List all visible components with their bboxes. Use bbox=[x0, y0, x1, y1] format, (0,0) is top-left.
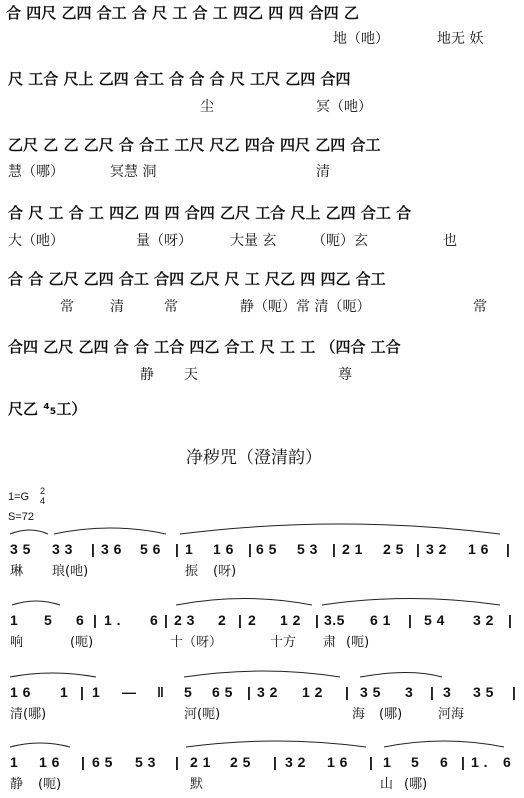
jianpu-lyric-line bbox=[0, 632, 524, 656]
jianpu-lyric: (哪) bbox=[404, 777, 428, 792]
jianpu-note: 1 bbox=[185, 541, 194, 557]
gongche-lyric: 地无 妖 bbox=[437, 31, 484, 47]
gongche-notes: 合 合 乙尺 乙四 合工 合四 乙尺 尺 工 尺乙 四 四乙 合工 bbox=[8, 270, 386, 288]
jianpu-note: 3 bbox=[443, 684, 452, 700]
jianpu-note: | bbox=[369, 754, 374, 770]
jianpu-lyric: 响 bbox=[10, 635, 24, 650]
jianpu-note: 1 6 bbox=[39, 754, 60, 770]
jianpu-lyric: (哪) bbox=[379, 707, 403, 722]
jianpu-note: 2 1 bbox=[190, 754, 211, 770]
gongche-notes: 尺 工合 尺上 乙四 合工 合 合 合 尺 工尺 乙四 合四 bbox=[8, 70, 351, 88]
gongche-lyric: （呃）玄 bbox=[312, 233, 368, 249]
jianpu-note: 6 5 bbox=[92, 754, 113, 770]
gongche-note-line bbox=[0, 134, 524, 158]
jianpu-note: 1 6 bbox=[213, 541, 234, 557]
jianpu-lyric: 清(哪) bbox=[10, 707, 47, 722]
gongche-note-line bbox=[0, 336, 524, 360]
slur bbox=[186, 741, 366, 747]
jianpu-note: | bbox=[332, 541, 337, 557]
jianpu-note: 5 bbox=[184, 684, 193, 700]
jianpu-lyric: 默 bbox=[190, 777, 204, 792]
jianpu-note: 1 bbox=[10, 754, 19, 770]
gongche-lyric-line bbox=[0, 28, 524, 52]
gongche-lyric: 冥（吔） bbox=[316, 99, 372, 115]
slur bbox=[54, 528, 166, 534]
jianpu-lyric: 海 bbox=[352, 707, 366, 722]
slur bbox=[184, 671, 340, 677]
jianpu-note: ‖ bbox=[157, 684, 165, 700]
slur bbox=[180, 524, 500, 534]
jianpu-lyric: 河(呃) bbox=[184, 707, 221, 722]
jianpu-note: 3 bbox=[405, 684, 414, 700]
slur bbox=[10, 673, 96, 677]
tempo-marking: S=72 bbox=[8, 511, 34, 523]
gongche-lyric: 静（呃）常 清（呃） bbox=[240, 299, 371, 315]
jianpu-lyric: (呃) bbox=[346, 635, 370, 650]
jianpu-note: 3 5 bbox=[360, 684, 381, 700]
gongche-note-line bbox=[0, 68, 524, 92]
gongche-lyric: 尊 bbox=[338, 367, 352, 383]
jianpu-note: 6 1 bbox=[370, 612, 391, 628]
slur bbox=[10, 530, 48, 534]
jianpu-lyric: (呃) bbox=[70, 635, 94, 650]
jianpu-note: | bbox=[80, 684, 85, 700]
gongche-lyric: 地（吔） bbox=[333, 31, 389, 47]
jianpu-note: | bbox=[512, 684, 517, 700]
jianpu-note-line bbox=[0, 608, 524, 632]
jianpu-lyric: (呃) bbox=[38, 777, 62, 792]
gongche-note-line bbox=[0, 398, 524, 422]
jianpu-lyric: 山 bbox=[380, 777, 394, 792]
gongche-note-line bbox=[0, 2, 524, 26]
jianpu-note: 1 bbox=[92, 684, 101, 700]
jianpu-note: | bbox=[91, 541, 96, 557]
jianpu-note: 3 2 bbox=[473, 612, 494, 628]
gongche-lyric: 慧（哪） bbox=[8, 164, 64, 180]
jianpu-note: 3.5 bbox=[324, 612, 345, 628]
gongche-lyric: 也 bbox=[443, 233, 457, 249]
jianpu-note: 1 6 bbox=[468, 541, 489, 557]
gongche-notes: 合 四尺 乙四 合工 合 尺 工 合 工 四乙 四 四 合四 乙 bbox=[6, 4, 359, 22]
gongche-lyric-line bbox=[0, 230, 524, 254]
time-signature-top: 2 bbox=[40, 486, 46, 496]
jianpu-lyric: 十（呀） bbox=[170, 635, 223, 650]
jianpu-note: | bbox=[248, 541, 253, 557]
jianpu-note: | bbox=[175, 541, 180, 557]
gongche-note-line bbox=[0, 202, 524, 226]
jianpu-lyric: 琅(吔) bbox=[52, 564, 89, 579]
jianpu-lyric: 琳 bbox=[10, 564, 24, 579]
jianpu-note: 2 bbox=[248, 612, 257, 628]
key-signature: 1=G bbox=[8, 491, 30, 503]
gongche-lyric: 清 bbox=[110, 299, 124, 315]
song-title: 净秽咒（澄清韵） bbox=[186, 448, 322, 468]
jianpu-lyric: 肃 bbox=[323, 635, 337, 650]
jianpu-note: | bbox=[273, 754, 278, 770]
song-title-row bbox=[0, 450, 524, 474]
gongche-lyric: 常 bbox=[473, 299, 487, 315]
gongche-notes: 尺乙 ⁴₅工） bbox=[8, 400, 87, 418]
jianpu-note: 3 2 bbox=[426, 541, 447, 557]
jianpu-note: | bbox=[315, 612, 320, 628]
jianpu-note: 5 bbox=[44, 612, 53, 628]
jianpu-lyric: (呀) bbox=[213, 564, 237, 579]
gongche-note-line bbox=[0, 268, 524, 292]
gongche-lyric-line bbox=[0, 296, 524, 320]
gongche-lyric: 静 bbox=[140, 367, 154, 383]
jianpu-note: | bbox=[345, 684, 350, 700]
jianpu-note: 5 3 bbox=[297, 541, 318, 557]
jianpu-note: 3 3 bbox=[52, 541, 73, 557]
jianpu-note: | bbox=[408, 612, 413, 628]
jianpu-note: 2 5 bbox=[383, 541, 404, 557]
gongche-lyric: 常 bbox=[164, 299, 178, 315]
jianpu-note: 2 3 bbox=[174, 612, 195, 628]
gongche-notes: 合四 乙尺 乙四 合 合 工合 四乙 合工 尺 工 工 （四合 工合 bbox=[8, 338, 401, 356]
jianpu-lyric-line bbox=[0, 561, 524, 585]
jianpu-note: 1 bbox=[10, 612, 19, 628]
jianpu-lyric-line bbox=[0, 774, 524, 798]
time-signature-bottom: 4 bbox=[40, 496, 46, 506]
jianpu-lyric: 河海 bbox=[438, 707, 465, 722]
jianpu-note: 1 . bbox=[104, 612, 122, 628]
gongche-lyric-line bbox=[0, 96, 524, 120]
jianpu-note: 6 5 bbox=[256, 541, 277, 557]
jianpu-note: — bbox=[122, 684, 137, 700]
jianpu-note: | bbox=[461, 754, 466, 770]
gongche-lyric: 大量 玄 bbox=[230, 233, 277, 249]
gongche-lyric: 尘 bbox=[200, 99, 214, 115]
gongche-lyric: 冥慧 洞 bbox=[110, 164, 157, 180]
slur bbox=[176, 599, 312, 606]
jianpu-note: | bbox=[93, 612, 98, 628]
jianpu-note: | bbox=[508, 612, 513, 628]
jianpu-note: 1 2 bbox=[302, 684, 323, 700]
jianpu-note: 1 bbox=[60, 684, 69, 700]
jianpu-note: 1 bbox=[383, 754, 392, 770]
gongche-notes: 合 尺 工 合 工 四乙 四 四 合四 乙尺 工合 尺上 乙四 合工 合 bbox=[8, 204, 412, 222]
jianpu-note: 3 6 bbox=[101, 541, 122, 557]
jianpu-note: 1 6 bbox=[10, 684, 31, 700]
jianpu-note: 6 bbox=[440, 754, 449, 770]
slur bbox=[384, 741, 504, 747]
jianpu-note-line bbox=[0, 537, 524, 561]
jianpu-note: 1 6 bbox=[327, 754, 348, 770]
jianpu-note: 3 2 bbox=[257, 684, 278, 700]
gongche-lyric: 量（呀） bbox=[136, 233, 192, 249]
gongche-lyric: 大（吔） bbox=[8, 233, 64, 249]
jianpu-note-line bbox=[0, 750, 524, 774]
jianpu-note: 6 5 bbox=[212, 684, 233, 700]
jianpu-note-line bbox=[0, 680, 524, 704]
jianpu-note: 6 bbox=[503, 754, 512, 770]
jianpu-note: | bbox=[164, 612, 169, 628]
jianpu-note: 6 bbox=[150, 612, 159, 628]
jianpu-note: 3 5 bbox=[473, 684, 494, 700]
jianpu-note: | bbox=[506, 541, 511, 557]
jianpu-note: | bbox=[238, 612, 243, 628]
jianpu-note: 3 5 bbox=[10, 541, 31, 557]
jianpu-note: | bbox=[81, 754, 86, 770]
gongche-notes: 乙尺 乙 乙 乙尺 合 合工 工尺 尺乙 四合 四尺 乙四 合工 bbox=[8, 136, 381, 154]
slur bbox=[360, 673, 442, 678]
jianpu-lyric: 十方 bbox=[270, 635, 297, 650]
slur bbox=[322, 599, 500, 606]
jianpu-note: 5 bbox=[411, 754, 420, 770]
jianpu-note: 1 2 bbox=[280, 612, 301, 628]
slur bbox=[10, 743, 70, 747]
gongche-lyric-line bbox=[0, 161, 524, 185]
jianpu-lyric: 静 bbox=[10, 777, 24, 792]
jianpu-note: 1 . bbox=[471, 754, 489, 770]
gongche-lyric-line bbox=[0, 364, 524, 388]
jianpu-note: 2 5 bbox=[230, 754, 251, 770]
jianpu-note: | bbox=[175, 754, 180, 770]
jianpu-note: 2 bbox=[218, 612, 227, 628]
gongche-lyric: 清 bbox=[316, 164, 330, 180]
gongche-lyric: 天 bbox=[184, 367, 198, 383]
jianpu-note: 5 4 bbox=[424, 612, 445, 628]
jianpu-note: 6 bbox=[76, 612, 85, 628]
jianpu-lyric: 振 bbox=[185, 564, 199, 579]
gongche-lyric: 常 bbox=[60, 299, 74, 315]
jianpu-note: | bbox=[247, 684, 252, 700]
jianpu-note: 2 1 bbox=[342, 541, 363, 557]
slur bbox=[12, 601, 60, 605]
jianpu-note: 3 2 bbox=[285, 754, 306, 770]
jianpu-note: | bbox=[416, 541, 421, 557]
jianpu-note: | bbox=[430, 684, 435, 700]
jianpu-lyric-line bbox=[0, 704, 524, 728]
jianpu-note: 5 6 bbox=[140, 541, 161, 557]
jianpu-note: 5 3 bbox=[135, 754, 156, 770]
